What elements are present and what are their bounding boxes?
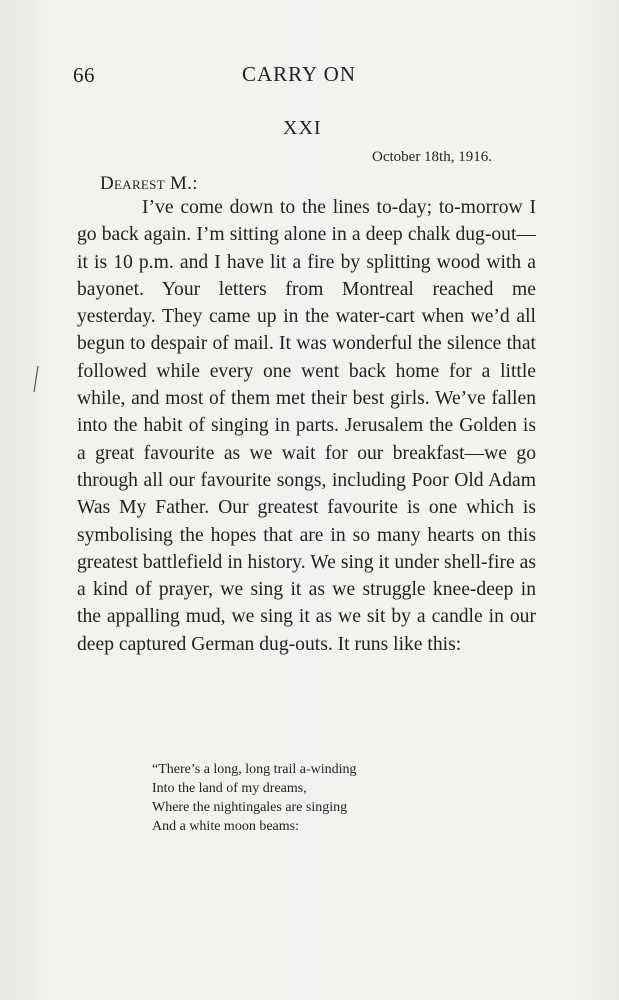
chapter-number: XXI (283, 117, 322, 139)
pencil-mark (31, 365, 41, 393)
poem-excerpt: “There’s a long, long trail a-winding Into the land of my dreams, Where the nightingales are singing And a white moon beams: (152, 762, 357, 834)
letter-date: October 18th, 1916. (372, 149, 492, 165)
letter-paragraph: I’ve come down to the lines to-day; to-morrow I go back again. I’m sitting alone in a deep chalk dug-out—it is 10 p.m. and I have lit a fire by splitting wood with a bayonet. Your letters from Montreal reached me yesterday. They came up in the water-cart when we’d all begun to despair of mail. It was wonderful the silence that followed while every one went back home for a little while, and most of them met their best girls. We’ve fallen into the habit of singing in parts. Jerusalem the Golden is a great favourite as we wait for our breakfast—we go through all our favourite songs, including Poor Old Adam Was My Father. Our greatest favourite is one which is symbolising the hopes that are in so many hearts on this greatest battlefield in history. We sing it under shell-fire as a kind of prayer, we sing it as we struggle knee-deep in the appalling mud, we sing it as we sit by a candle in our deep captured German dug-outs. It runs like this: (77, 197, 536, 655)
running-head: CARRY ON (242, 62, 356, 86)
letter-salutation: Dearest M.: (100, 173, 198, 194)
page-number: 66 (73, 63, 95, 87)
